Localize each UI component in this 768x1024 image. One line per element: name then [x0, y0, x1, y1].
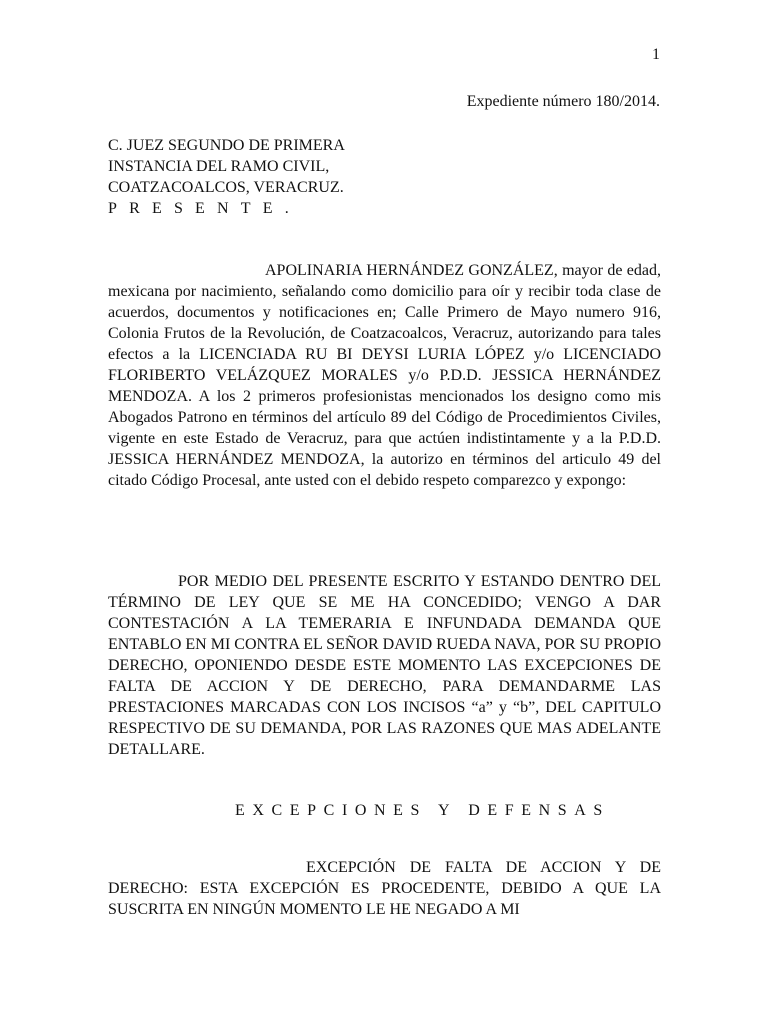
page-number: 1	[652, 46, 660, 63]
addressee-block	[108, 135, 345, 219]
case-number: Expediente número 180/2014.	[466, 93, 660, 110]
response-paragraph: POR MEDIO DEL PRESENTE ESCRITO Y ESTANDO DENTRO DEL TÉRMINO DE LEY QUE SE ME HA CONCEDIDO; VENGO A DAR CONTESTACIÓN A LA TEMERARIA E INFUNDADA DEMANDA QUE ENTABLO EN MI CONTRA EL SEÑOR DAVID RUEDA NAVA, POR SU PROPIO DERECHO, OPONIENDO DESDE ESTE MOMENTO LAS EXCEPCIONES DE FALTA DE ACCION Y DE DERECHO, PARA DEMANDARME LAS PRESTACIONES MARCADAS CON LOS INCISOS “a” y “b”, DEL CAPITULO RESPECTIVO DE SU DEMANDA, POR LAS RAZONES QUE MAS ADELANTE DETALLARE.	[108, 573, 661, 758]
section-title: EXCEPCIONES Y DEFENSAS	[235, 802, 610, 819]
intro-paragraph: APOLINARIA HERNÁNDEZ GONZÁLEZ, mayor de edad, mexicana por nacimiento, señalando como domicilio para oír y recibir toda clase de acuerdos, documentos y notificaciones en; Calle Primero de Mayo numero 916, Colonia Frutos de la Revolución, de Coatzacoalcos, Veracruz, autorizando para tales efectos a la LICENCIADA RU BI DEYSI LURIA LÓPEZ y/o LICENCIADO FLORIBERTO VELÁZQUEZ MORALES y/o P.D.D. JESSICA HERNÁNDEZ MENDOZA. A los 2 primeros profesionistas mencionados los designo como mis Abogados Patrono en términos del artículo 89 del Código de Procedimientos Civiles, vigente en este Estado de Veracruz, para que actúen indistintamente y a la P.D.D. JESSICA HERNÁNDEZ MENDOZA, la autorizo en términos del articulo 49 del citado Código Procesal, ante usted con el debido respeto comparezco y expongo:	[108, 262, 661, 489]
exception-paragraph: EXCEPCIÓN DE FALTA DE ACCION Y DE DERECHO: ESTA EXCEPCIÓN ES PROCEDENTE, DEBIDO A QUE LA SUSCRITA EN NINGÚN MOMENTO LE HE NEGADO A MI	[108, 859, 661, 918]
addressee-line: INSTANCIA DEL RAMO CIVIL,	[108, 158, 330, 175]
addressee-line: COATZACOALCOS, VERACRUZ.	[108, 179, 344, 196]
addressee-presente: PRESENTE.	[108, 200, 301, 217]
addressee-line: C. JUEZ SEGUNDO DE PRIMERA	[108, 137, 345, 154]
